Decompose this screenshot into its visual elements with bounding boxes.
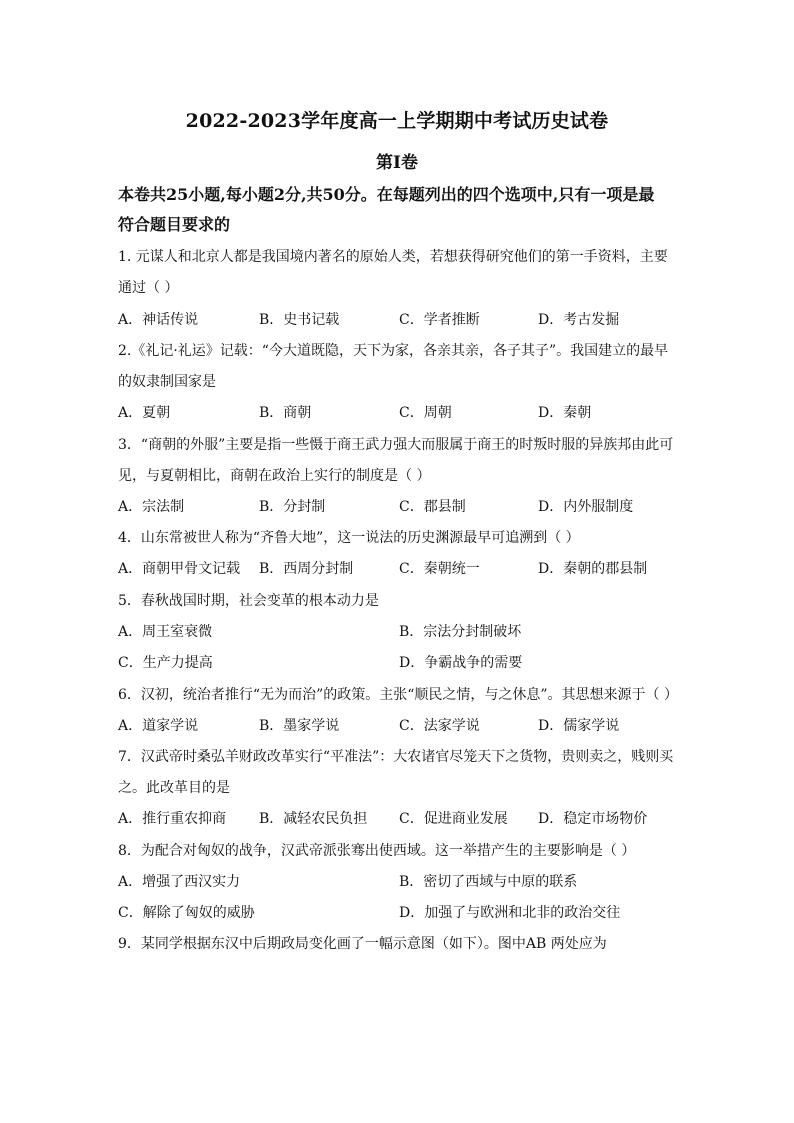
question-8-option-d: D．加强了与欧洲和北非的政治交往 [399, 905, 621, 921]
question-7-line-2: 之。此改革目的是 [118, 780, 230, 796]
instructions-line-2: 符合题目要求的 [118, 215, 231, 234]
question-1-option-c: C．学者推断 [399, 312, 480, 328]
question-4-option-d: D．秦朝的郡县制 [538, 561, 648, 577]
question-3-option-b: B．分封制 [259, 499, 326, 515]
question-6-option-a: A．道家学说 [118, 718, 199, 734]
question-2-line-2: 的奴隶制国家是 [118, 374, 216, 390]
question-5-line-1: 5．春秋战国时期，社会变革的根本动力是 [118, 593, 379, 609]
question-4-option-a: A．商朝甲骨文记载 [118, 561, 241, 577]
question-1-line-1: 1. 元谋人和北京人都是我国境内著名的原始人类，若想获得研究他们的第一手资料，主要 [118, 249, 668, 265]
question-8-option-b: B．密切了西域与中原的联系 [399, 874, 578, 890]
question-3-line-2: 见，与夏朝相比，商朝在政治上实行的制度是（ ） [118, 468, 431, 484]
question-9-line-1: 9．某同学根据东汉中后期政局变化画了一幅示意图（如下）。图中AB 两处应为 [118, 936, 607, 952]
instructions-line-1: 本卷共25小题,每小题2分,共50分。在每题列出的四个选项中,只有一项是最 [118, 185, 655, 204]
question-7-option-a: A．推行重农抑商 [118, 811, 227, 827]
question-5-option-a: A．周王室衰微 [118, 624, 213, 640]
question-1-option-d: D．考古发掘 [538, 312, 620, 328]
question-2-line-1: 2.《礼记·礼运》记载：“今大道既隐，天下为家，各亲其亲，各子其子”。我国建立的最早 [118, 343, 669, 359]
question-8-option-c: C．解除了匈奴的威胁 [118, 905, 255, 921]
question-3-option-a: A．宗法制 [118, 499, 185, 515]
question-7-option-c: C．促进商业发展 [399, 811, 508, 827]
question-6-option-b: B．墨家学说 [259, 718, 340, 734]
question-1-option-a: A．神话传说 [118, 312, 199, 328]
question-1-line-2: 通过（ ） [118, 280, 179, 296]
question-4-line-1: 4．山东常被世人称为“齐鲁大地”，这一说法的历史渊源最早可追溯到（ ） [118, 530, 580, 546]
exam-title: 2022-2023学年度高一上学期期中考试历史试卷 [185, 110, 609, 132]
question-2-option-a: A．夏朝 [118, 405, 171, 421]
question-3-option-d: D．内外服制度 [538, 499, 634, 515]
question-7-option-d: D．稳定市场物价 [538, 811, 648, 827]
question-5-option-b: B．宗法分封制破坏 [399, 624, 522, 640]
question-8-line-1: 8．为配合对匈奴的战争，汉武帝派张骞出使西域。这一举措产生的主要影响是（ ） [118, 843, 636, 859]
question-1-option-b: B．史书记载 [259, 312, 340, 328]
section-title: 第Ⅰ卷 [376, 153, 418, 173]
question-6-option-c: C．法家学说 [399, 718, 480, 734]
question-7-option-b: B．减轻农民负担 [259, 811, 368, 827]
question-3-line-1: 3．“商朝的外服”主要是指一些慑于商王武力强大而服属于商王的时叛时服的异族邦由此可 [118, 437, 674, 453]
question-6-line-1: 6．汉初，统治者推行“无为而治”的政策。主张“顺民之情，与之休息”。其思想来源于（ ） [118, 687, 678, 703]
question-2-option-d: D．秦朝 [538, 405, 592, 421]
question-3-option-c: C．郡县制 [399, 499, 466, 515]
question-4-option-b: B．西周分封制 [259, 561, 354, 577]
question-2-option-c: C．周朝 [399, 405, 452, 421]
question-5-option-c: C．生产力提高 [118, 655, 213, 671]
question-5-option-d: D．争霸战争的需要 [399, 655, 523, 671]
question-6-option-d: D．儒家学说 [538, 718, 620, 734]
question-4-option-c: C．秦朝统一 [399, 561, 480, 577]
question-7-line-1: 7．汉武帝时桑弘羊财政改革实行“平准法”：大农诸官尽笼天下之货物，贵则卖之，贱则买 [118, 749, 674, 765]
question-8-option-a: A．增强了西汉实力 [118, 874, 241, 890]
question-2-option-b: B．商朝 [259, 405, 312, 421]
